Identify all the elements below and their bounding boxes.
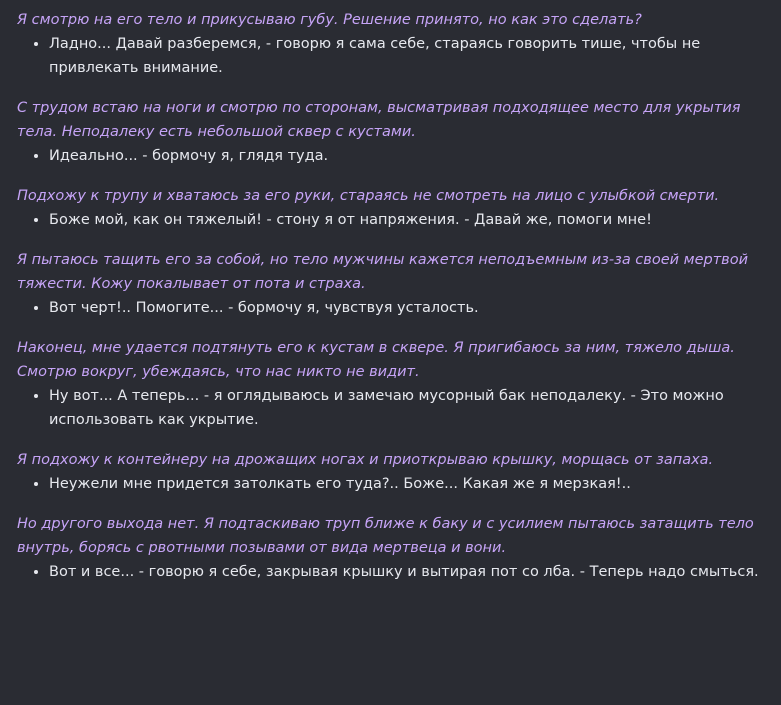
- dialogue-list: [17, 32, 767, 80]
- dialogue-list: [17, 560, 767, 584]
- narration-paragraph: Я подхожу к контейнеру на дрожащих ногах и приоткрываю крышку, морщась от запаха.: [17, 452, 714, 468]
- narration-paragraph: Я пытаюсь тащить его за собой, но тело мужчины кажется неподъемным из-за своей мертвой тяжести. Кожу покалывает от пота и страха.: [17, 252, 749, 292]
- narration-paragraph: Подхожу к трупу и хватаюсь за его руки, стараясь не смотреть на лицо с улыбкой смерти.: [17, 188, 720, 204]
- narration-paragraph: Наконец, мне удается подтянуть его к кустам в сквере. Я пригибаюсь за ним, тяжело дыша. Смотрю вокруг, убеждаясь, что нас никто не видит.: [17, 340, 735, 380]
- dialogue-line: • Ладно... Давай разберемся, - говорю я сама себе, стараясь говорить тише, чтобы не привлекать внимание.: [49, 32, 767, 80]
- narration-paragraph: С трудом встаю на ноги и смотрю по сторонам, высматривая подходящее место для укрытия тела. Неподалеку есть небольшой сквер с кустами.: [17, 100, 741, 140]
- dialogue-list: [17, 472, 767, 496]
- dialogue-line: • Идеально... - бормочу я, глядя туда.: [49, 144, 767, 168]
- narration-paragraph: Но другого выхода нет. Я подтаскиваю труп ближе к баку и с усилием пытаюсь затащить тело внутрь, борясь с рвотными позывами от вида мертвеца и вони.: [17, 516, 754, 556]
- dialogue-line: • Вот черт!.. Помогите... - бормочу я, чувствуя усталость.: [49, 296, 767, 320]
- dialogue-list: [17, 208, 767, 232]
- dialogue-list: [17, 384, 767, 432]
- chat-message-content: [0, 8, 781, 584]
- dialogue-line: • Ну вот... А теперь... - я оглядываюсь и замечаю мусорный бак неподалеку. - Это можно использовать как укрытие.: [49, 384, 767, 432]
- dialogue-line: • Неужели мне придется затолкать его туда?.. Боже... Какая же я мерзкая!..: [49, 472, 767, 496]
- dialogue-list: [17, 144, 767, 168]
- dialogue-line: • Вот и все... - говорю я себе, закрывая крышку и вытирая пот со лба. - Теперь надо смыться.: [49, 560, 767, 584]
- narration-paragraph: Я смотрю на его тело и прикусываю губу. Решение принято, но как это сделать?: [17, 12, 642, 28]
- dialogue-line: • Боже мой, как он тяжелый! - стону я от напряжения. - Давай же, помоги мне!: [49, 208, 767, 232]
- bottom-fade-overlay: [0, 673, 781, 705]
- dialogue-list: [17, 296, 767, 320]
